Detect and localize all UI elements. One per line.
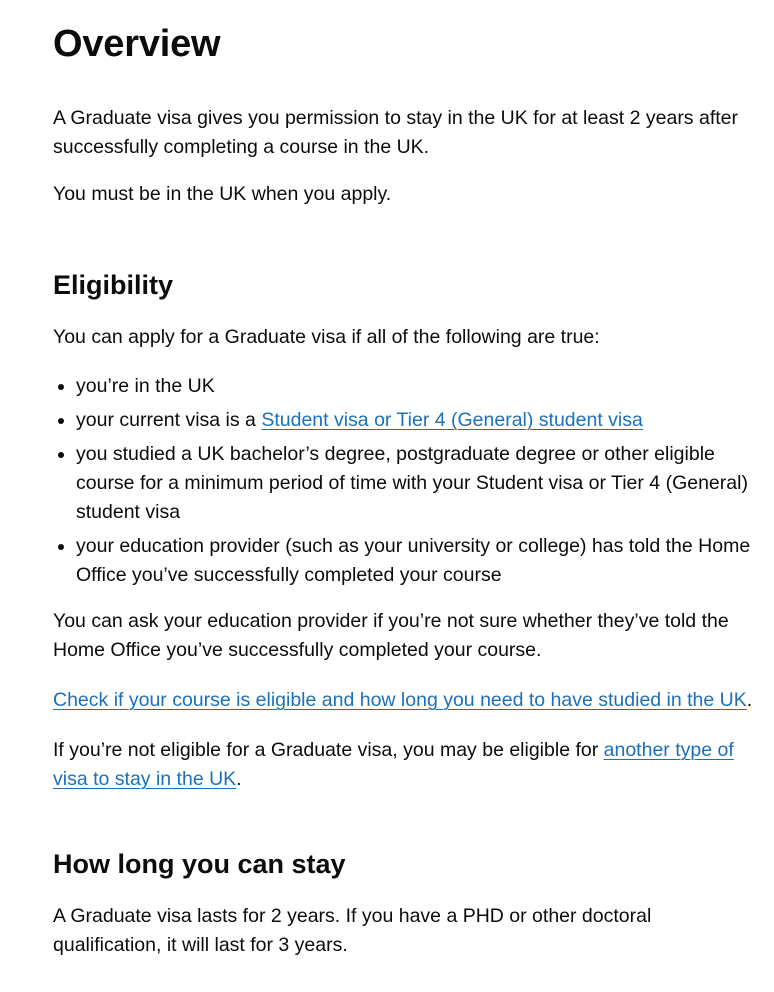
eligibility-item-provider: your education provider (such as your university or college) has told the Home Office you’ve successfully completed your course [76, 535, 751, 586]
eligibility-heading: Eligibility [53, 270, 174, 300]
list-item [76, 406, 758, 435]
overview-intro: A Graduate visa gives you permission to stay in the UK for at least 2 years after successfully completing a course in the UK. [53, 107, 738, 158]
not-eligible-prefix: If you’re not eligible for a Graduate visa, you may be eligible for [53, 739, 604, 761]
eligibility-list [53, 372, 758, 590]
ask-provider-text: You can ask your education provider if you’re not sure whether they’ve told the Home Office you’ve successfully completed your course. [53, 610, 729, 661]
not-eligible-suffix: . [236, 768, 242, 790]
list-item [76, 532, 758, 590]
eligibility-item-visa-prefix: your current visa is a [76, 409, 262, 431]
list-item [76, 440, 758, 527]
how-long-heading: How long you can stay [53, 849, 346, 879]
how-long-text: A Graduate visa lasts for 2 years. If you have a PHD or other doctoral qualification, it will last for 3 years. [53, 905, 652, 956]
overview-location-requirement: You must be in the UK when you apply. [53, 183, 392, 205]
check-course-eligible-link[interactable]: Check if your course is eligible and how long you need to have studied in the UK [53, 689, 747, 711]
eligibility-lead: You can apply for a Graduate visa if all of the following are true: [53, 326, 600, 348]
eligibility-item-in-uk: you’re in the UK [76, 375, 215, 397]
check-eligibility-paragraph [53, 686, 758, 715]
eligibility-item-studied: you studied a UK bachelor’s degree, postgraduate degree or other eligible course for a minimum period of time with your Student visa or Tier 4 (General) student visa [76, 443, 748, 523]
check-eligibility-suffix: . [746, 689, 753, 711]
list-item [76, 372, 758, 401]
student-visa-link[interactable]: Student visa or Tier 4 (General) student visa [261, 409, 643, 431]
page-title: Overview [53, 23, 221, 65]
not-eligible-paragraph [53, 736, 758, 794]
another-visa-link[interactable]: another type of visa to stay in the UK [53, 739, 734, 790]
